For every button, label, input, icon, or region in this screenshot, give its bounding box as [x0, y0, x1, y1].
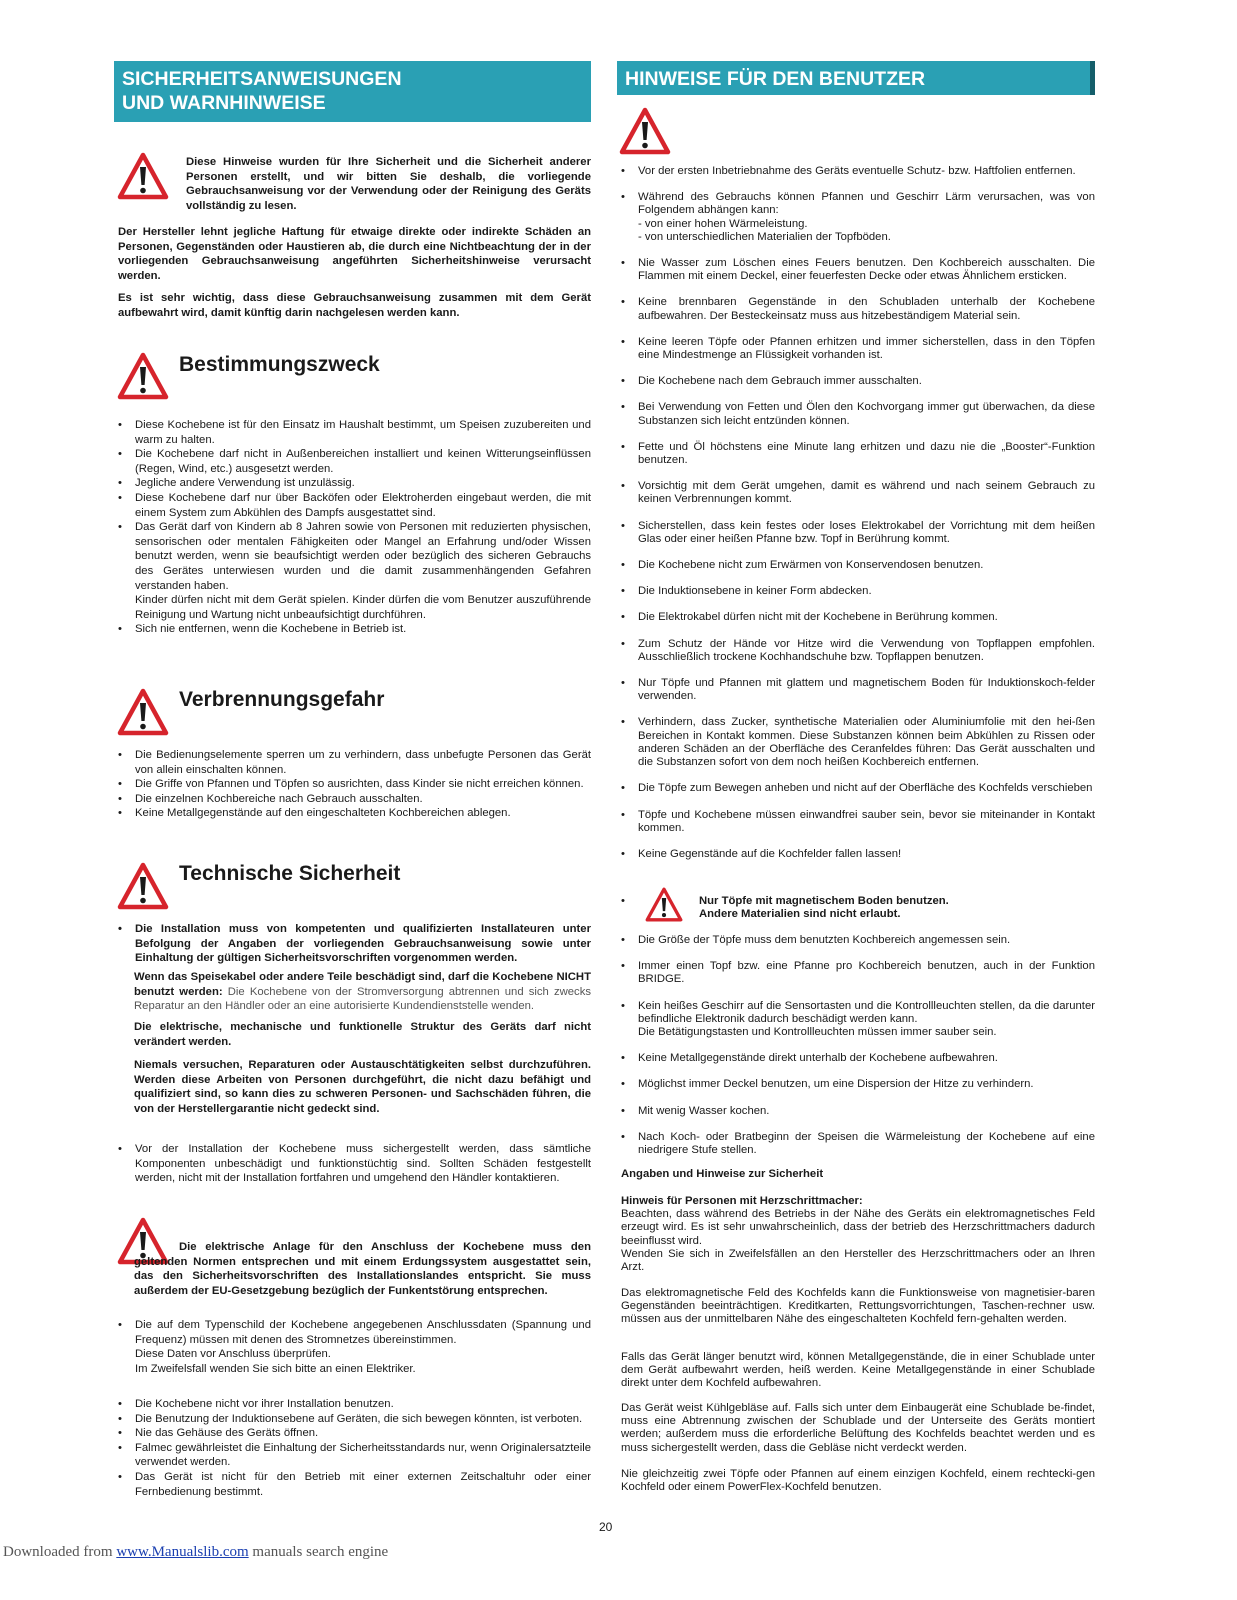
list-item: • Die Griffe von Pfannen und Töpfen so ausrichten, dass Kinder sie nicht erreichen können. — [114, 777, 591, 792]
list-item: • Die Kochebene nicht zum Erwärmen von Konservendosen benutzen. — [617, 559, 1095, 572]
list-item: • Töpfe und Kochebene müssen einwandfrei sauber sein, bevor sie miteinander in Kontakt kommen. — [617, 809, 1095, 835]
list-item: • Möglichst immer Deckel benutzen, um eine Dispersion der Hitze zu verhindern. — [617, 1078, 1095, 1091]
bullet-glyph: • — [621, 895, 625, 907]
list-item: • Falmec gewährleistet die Einhaltung der Sicherheitsstandards nur, wenn Originalersatzteile verwendet werden. — [114, 1441, 591, 1470]
intended-use-list — [114, 418, 591, 637]
liability-paragraph: Der Hersteller lehnt jegliche Haftung für etwaige direkte oder indirekte Schäden an Personen, Gegenständen oder Haustieren ab, die durch eine Nichtbeachtung der in der vorliegenden Gebrauchsanweisung angeführten Sicherheitshinweise verursacht werden. — [118, 226, 591, 282]
list-item: • Die Kochebene nicht vor ihrer Installation benutzen. — [114, 1397, 591, 1412]
warning-icon — [117, 688, 169, 736]
list-item: • Keine Metallgegenstände auf den eingeschalteten Kochbereichen ablegen. — [114, 806, 591, 821]
list-item: • Während des Gebrauchs können Pfannen und Geschirr Lärm verursachen, was von Folgendem abhängen kann: - von einer hohen Wärmeleistung. - von unterschiedlichen Materialien der Topfböden. — [617, 191, 1095, 244]
rating-plate-note — [114, 1318, 591, 1376]
section-banner-user-notes: HINWEISE FÜR DEN BENUTZER — [617, 61, 1095, 95]
warning-icon — [645, 887, 683, 922]
list-item: • Nie das Gehäuse des Geräts öffnen. — [114, 1426, 591, 1441]
section-title-intended-use: Bestimmungszweck — [179, 353, 380, 376]
list-item: • Sicherstellen, dass kein festes oder loses Elektrokabel der Vorrichtung mit dem heißen Glas oder einer heißen Pfanne bzw. Topf in Berührung kommt. — [617, 520, 1095, 546]
list-item: • Das Gerät ist nicht für den Betrieb mit einer externen Zeitschaltuhr oder einer Fernbedienung bestimmt. — [114, 1470, 591, 1499]
list-item: • Die einzelnen Kochbereiche nach Gebrauch ausschalten. — [114, 792, 591, 807]
list-item: • Keine Gegenstände auf die Kochfelder fallen lassen! — [617, 848, 1095, 861]
list-item: • Diese Kochebene darf nur über Backöfen oder Elektroherden eingebaut werden, die mit einem System zum Abkühlen des Dampfs ausgestattet sind. — [114, 491, 591, 520]
list-item: • Verhindern, dass Zucker, synthetische Materialien oder Aluminiumfolie mit den hei-ßen Bereichen in Kontakt kommen. Diese Substanzen können beim Abkühlen zu Rissen oder anderen Schäden an der Oberfläche des Ceranfeldes führen: Das Gerät ausschalten und die Substanzen sofort von dem noch heißen Kochbereich entfernen. — [617, 716, 1095, 769]
list-item: • Fette und Öl höchstens eine Minute lang erhitzen und dazu nie die „Booster“-Funktion benutzen. — [617, 441, 1095, 467]
technical-safety-list — [114, 1397, 591, 1499]
list-item: • Jegliche andere Verwendung ist unzulässig. — [114, 476, 591, 491]
list-item: • Nach Koch- oder Bratbeginn der Speisen die Wärmeleistung der Kochebene auf eine niedrigere Stufe stellen. — [617, 1131, 1095, 1157]
page-number: 20 — [599, 1520, 613, 1534]
structure-paragraph: Die elektrische, mechanische und funktionelle Struktur des Geräts darf nicht verändert werden. — [134, 1021, 591, 1048]
list-item: • Keine leeren Töpfe oder Pfannen erhitzen und immer sicherstellen, dass in den Töpfen eine Mindestmenge an Flüssigkeit vorhanden ist. — [617, 336, 1095, 362]
installation-note — [114, 922, 591, 966]
list-item: • Die Installation muss von kompetenten und qualifizierten Installateuren unter Befolgung der Angaben der vorliegenden Gebrauchsanweisung sowie unter Einhaltung der gültigen Sicherheitsvorschriften vorgenommen werden. — [114, 922, 591, 966]
children-note: Kinder dürfen nicht mit dem Gerät spielen. Kinder dürfen die vom Benutzer auszuführende Reinigung und Wartung nicht unbeaufsichtigt durchführen. — [135, 594, 591, 621]
repair-paragraph: Niemals versuchen, Reparaturen oder Austauschtätigkeiten selbst durchzuführen. Werden diese Arbeiten von Personen durchgeführt, die nicht dazu befähigt und qualifiziert sind, so kann dies zu schweren Personen- und Sachschäden führen, die von der Herstellergarantie nicht gedeckt sind. — [134, 1059, 591, 1115]
keep-manual-paragraph: Es ist sehr wichtig, dass diese Gebrauchsanweisung zusammen mit dem Gerät aufbewahrt wird, damit künftig darin nachgelesen werden kann. — [118, 292, 591, 319]
list-item: • Die Induktionsebene in keiner Form abdecken. — [617, 585, 1095, 598]
list-item: • Vorsichtig mit dem Gerät umgehen, damit es während und nach seinem Gebrauch zu keinen Verbrennungen kommt. — [617, 480, 1095, 506]
warning-icon — [117, 352, 169, 400]
list-item: • Diese Kochebene ist für den Einsatz im Haushalt bestimmt, um Speisen zuzubereiten und warm zu halten. — [114, 418, 591, 447]
list-item: • Die Elektrokabel dürfen nicht mit der Kochebene in Berührung kommen. — [617, 611, 1095, 624]
magnetic-pots-note: Nur Töpfe mit magnetischem Boden benutzen. Andere Materialien sind nicht erlaubt. — [699, 895, 949, 921]
list-item: • Das Gerät darf von Kindern ab 8 Jahren sowie von Personen mit reduzierten physischen, sensorischen oder mentalen Fähigkeiten oder Mangel an Erfahrung und/oder Wissen benutzt werden, wenn sie beaufsichtigt werden oder bezüglich des sicheren Gebrauchs des Gerätes unterwiesen wurden und die damit zusammenhängenden Gefahren verstanden haben. Kinder dürfen nicht mit dem Gerät spielen. Kinder dürfen die vom Benutzer auszuführende Reinigung und Wartung nicht unbeaufsichtigt durchführen. — [114, 520, 591, 622]
pacemaker-block: Hinweis für Personen mit Herzschrittmacher: Beachten, dass während des Betriebs in der Nähe des Geräts ein elektromagnetisches Feld erzeugt wird. Es ist sehr unwahrscheinlich, dass der betrieb des Herzschrittmachers dadurch beeinflusst wird. Wenden Sie sich in Zweifelsfällen an den Hersteller des Herzschrittmachers oder an Ihren Arzt. — [621, 1195, 1095, 1274]
list-item: • Kein heißes Geschirr auf die Sensortasten und die Kontrollleuchten stellen, da die darunter befindliche Elektronik dadurch beschädigt werden kann. Die Betätigungstasten und Kontrollleuchten müssen immer sauber sein. — [617, 1000, 1095, 1040]
pre-install-check — [114, 1142, 591, 1186]
two-pots-paragraph: Nie gleichzeitig zwei Töpfe oder Pfannen auf einem einzigen Kochfeld, einem rechtecki-gen Kochfeld oder einem PowerFlex-Kochfeld benutzen. — [621, 1468, 1095, 1494]
list-item: • Die Größe der Töpfe muss dem benutzten Kochbereich angemessen sein. — [617, 934, 1095, 947]
list-item: • Zum Schutz der Hände vor Hitze wird die Verwendung von Topflappen empfohlen. Ausschließlich trockene Kochhandschuhe bzw. Topflappen benutzen. — [617, 638, 1095, 664]
field-paragraph: Das elektromagnetische Feld des Kochfelds kann die Funktionsweise von magnetisier-baren Gegenständen beeinträchtigen. Kreditkarten, Rettungsvorrichtungen, Taschen-rechner usw. müssen aus der unmittelbaren Nähe des eingeschalteten Kochfeld fern-gehalten werden. — [621, 1287, 1095, 1326]
damaged-cable-paragraph: Wenn das Speisekabel oder andere Teile beschädigt sind, darf die Kochebene NICHT benutzt werden: Die Kochebene von der Stromversorgung abtrennen und sich zwecks Reparatur an den Händler oder an eine autorisierte Kundendienststelle wenden. — [134, 971, 591, 1013]
electrical-system-paragraph: Die elektrische Anlage für den Anschluss der Kochebene muss den geltenden Normen entsprechen und mit einem Erdungssystem ausgestattet sein, das den Sicherheitsvorschriften des Installationslandes entspricht. Sie muss außerdem der EU-Gesetzgebung bezüglich der Funkentstörung entsprechen. — [134, 1241, 591, 1297]
safety-heading: Angaben und Hinweise zur Sicherheit — [621, 1168, 824, 1180]
warning-icon — [117, 862, 169, 910]
list-item: • Die Kochebene darf nicht in Außenbereichen installiert und keinen Witterungseinflüssen (Regen, Wind, etc.) ausgesetzt werden. — [114, 447, 591, 476]
section-banner-safety: SICHERHEITSANWEISUNGEN UND WARNHINWEISE — [114, 61, 591, 122]
list-item: • Keine brennbaren Gegenstände in den Schubladen unterhalb der Kochebene aufbewahren. Der Besteckeinsatz muss aus hitzebeständigem Material sein. — [617, 296, 1095, 322]
metal-paragraph: Falls das Gerät länger benutzt wird, können Metallgegenstände, die in einer Schublade unter dem Gerät aufbewahrt werden, heiß werden. Keine Metallgegenstände in einer Schublade direkt unter dem Kochfeld aufbewahren. — [621, 1351, 1095, 1390]
list-item: • Vor der ersten Inbetriebnahme des Geräts eventuelle Schutz- bzw. Haftfolien entfernen. — [617, 165, 1095, 178]
list-item: • Die auf dem Typenschild der Kochebene angegebenen Anschlussdaten (Spannung und Frequenz) müssen mit denen des Stromnetzes übereinstimmen. Diese Daten vor Anschluss überprüfen. Im Zweifelsfall wenden Sie sich bitte an einen Elektriker. — [114, 1318, 591, 1376]
intro-paragraph: Diese Hinweise wurden für Ihre Sicherheit und die Sicherheit anderer Personen erstellt, und wir bitten Sie deshalb, die vorliegende Gebrauchsanweisung vor der Verwendung oder der Reinigung des Geräts vollständig zu lesen. — [186, 156, 591, 212]
list-item: • Die Benutzung der Induktionsebene auf Geräten, die sich bewegen könnten, ist verboten. — [114, 1412, 591, 1427]
list-item: • Die Bedienungselemente sperren um zu verhindern, dass unbefugte Personen das Gerät von allein einschalten können. — [114, 748, 591, 777]
warning-icon — [117, 152, 169, 200]
list-item: • Nur Töpfe und Pfannen mit glattem und magnetischem Boden für Induktionskoch-felder verwenden. — [617, 677, 1095, 703]
list-item: • Vor der Installation der Kochebene muss sichergestellt werden, dass sämtliche Komponenten unbeschädigt und funktionstüchtig sind. Sollten Schäden festgestellt werden, nicht mit der Installation fortfahren und umgehend den Händler kontaktieren. — [114, 1142, 591, 1186]
list-item: • Nie Wasser zum Löschen eines Feuers benutzen. Den Kochbereich ausschalten. Die Flammen mit einem Deckel, einer feuerfesten Decke oder etwas Ähnlichem ersticken. — [617, 257, 1095, 283]
list-item: • Keine Metallgegenstände direkt unterhalb der Kochebene aufbewahren. — [617, 1052, 1095, 1065]
list-item: • Sich nie entfernen, wenn die Kochebene in Betrieb ist. — [114, 622, 591, 637]
section-title-burn-hazard: Verbrennungsgefahr — [179, 688, 385, 711]
download-footer: Downloaded from www.Manualslib.com manuals search engine — [3, 1544, 389, 1560]
list-item: • Die Töpfe zum Bewegen anheben und nicht auf der Oberfläche des Kochfelds verschieben — [617, 782, 1095, 795]
manualslib-link[interactable]: www.Manualslib.com — [116, 1544, 249, 1560]
burn-hazard-list — [114, 748, 591, 821]
list-item: • Bei Verwendung von Fetten und Ölen den Kochvorgang immer gut überwachen, da diese Substanzen sich leicht entzünden können. — [617, 401, 1095, 427]
list-item: • Die Kochebene nach dem Gebrauch immer ausschalten. — [617, 375, 1095, 388]
warning-icon — [619, 107, 671, 155]
list-item: • Immer einen Topf bzw. eine Pfanne pro Kochbereich benutzen, auch in der Funktion BRIDGE. — [617, 960, 1095, 986]
list-item: • Mit wenig Wasser kochen. — [617, 1105, 1095, 1118]
user-notes-list-2 — [617, 934, 1095, 1157]
user-notes-list — [617, 165, 1095, 861]
fan-paragraph: Das Gerät weist Kühlgebläse auf. Falls sich unter dem Einbaugerät eine Schublade be-findet, muss eine Abtrennung zwischen der Schublade und der Unterseite des Geräts montiert werden; außerdem muss die erforderliche Belüftung des Kochfelds beachtet werden und es muss sichergestellt werden, dass die Gebläse nicht verdeckt werden. — [621, 1402, 1095, 1454]
section-title-technical-safety: Technische Sicherheit — [179, 862, 401, 885]
